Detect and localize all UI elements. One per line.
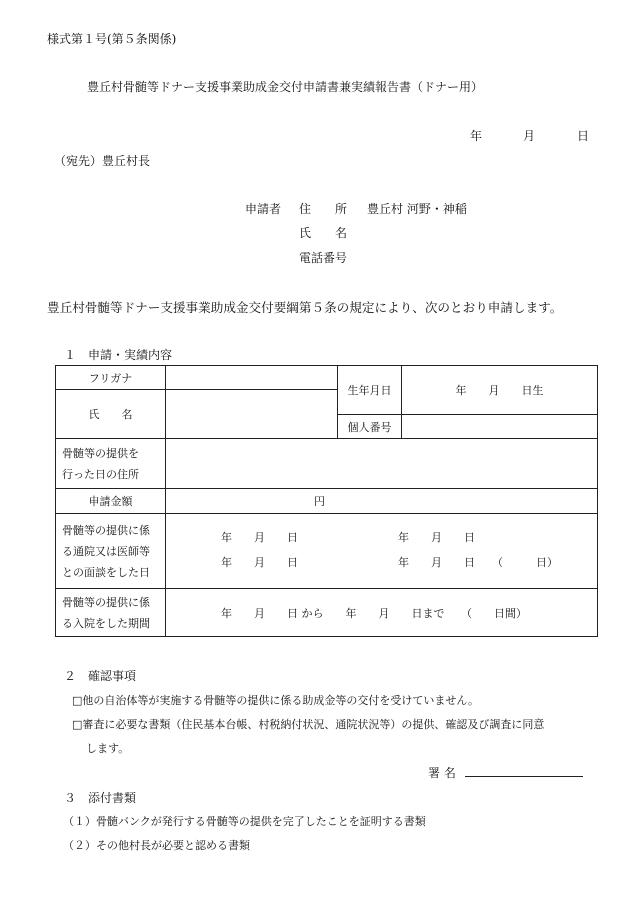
- date-day: 日: [577, 129, 590, 143]
- visit-date-1a: 年 月 日: [221, 531, 298, 544]
- form-number: 様式第１号(第５条関係): [47, 32, 177, 46]
- visit-date-2a: 年 月 日: [221, 556, 298, 569]
- signature-label: 署 名: [428, 766, 456, 780]
- visit-dates-field[interactable]: [166, 514, 598, 589]
- visit-date-2b: 年 月 日: [398, 556, 475, 569]
- form-title: 豊丘村骨髄等ドナー支援事業助成金交付申請書兼実績報告書（ドナー用）: [87, 80, 484, 94]
- address-label: 住 所: [299, 202, 348, 216]
- section3-heading: ３ 添付書類: [64, 791, 137, 805]
- amount-label: 申請金額: [56, 489, 166, 514]
- stay-period: 年 月 日 から 年 月 日まで （ 日間）: [221, 606, 527, 620]
- name-cell-label: 氏 名: [56, 390, 166, 439]
- confirm-item-2-cont: します。: [86, 742, 130, 755]
- donation-address-field[interactable]: [166, 439, 598, 489]
- attachment-item-2: （２）その他村長が必要と認める書類: [63, 839, 250, 852]
- section2-heading: ２ 確認事項: [64, 669, 137, 683]
- furigana-label: フリガナ: [56, 366, 166, 390]
- phone-label: 電話番号: [299, 251, 348, 265]
- name-field[interactable]: [166, 390, 338, 439]
- amount-field[interactable]: [166, 489, 598, 514]
- attachment-item-1: （１）骨髄バンクが発行する骨髄等の提供を完了したことを証明する書類: [63, 815, 426, 828]
- birth-label: 生年月日: [338, 366, 402, 415]
- visit-label: 骨髄等の提供に係 る通院又は医師等 との面談をした日: [56, 514, 166, 589]
- address-value: 豊丘村 河野・神稲: [367, 202, 467, 216]
- stay-period-field[interactable]: [166, 589, 598, 637]
- birth-value[interactable]: 年 月 日生: [402, 366, 598, 415]
- addressee: （宛先）豊丘村長: [54, 154, 151, 168]
- visit-date-1b: 年 月 日: [398, 531, 475, 544]
- confirm-item-1[interactable]: □他の自治体等が実施する骨髄等の提供に係る助成金等の交付を受けていません。: [72, 694, 480, 707]
- section1-heading: １ 申請・実績内容: [64, 348, 173, 362]
- name-label: 氏 名: [299, 226, 348, 240]
- confirm-item-2[interactable]: □審査に必要な書類（住民基本台帳、村税納付状況、通院状況等）の提供、確認及び調査に同意: [72, 718, 545, 731]
- application-table: [55, 365, 598, 637]
- signature-line[interactable]: [465, 776, 583, 777]
- donation-address-label: 骨髄等の提供を 行った日の住所: [56, 439, 166, 489]
- stay-label: 骨髄等の提供に係 る入院をした期間: [56, 589, 166, 637]
- personal-number-label: 個人番号: [338, 415, 402, 439]
- intro-text: 豊丘村骨髄等ドナー支援事業助成金交付要綱第５条の規定により、次のとおり申請します。: [47, 300, 563, 315]
- applicant-label: 申請者: [245, 202, 282, 216]
- personal-number-field[interactable]: [402, 415, 598, 439]
- date-year: 年: [470, 129, 483, 143]
- amount-unit: 円: [314, 495, 325, 508]
- furigana-field[interactable]: [166, 366, 338, 390]
- visit-days: （ 日）: [492, 556, 558, 569]
- date-month: 月: [523, 129, 536, 143]
